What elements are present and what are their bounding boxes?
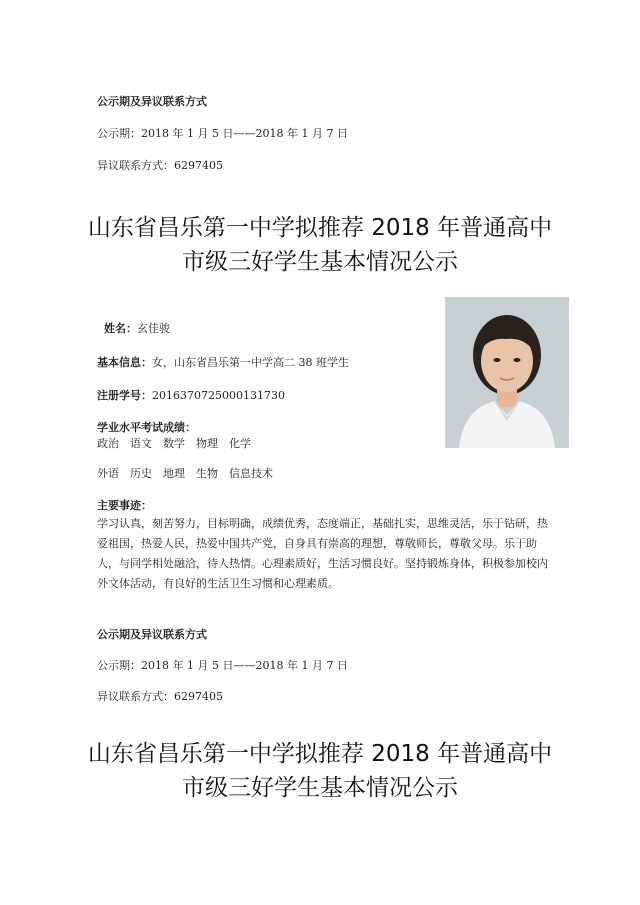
student-info-row [97, 354, 349, 370]
info-value: 女，山东省昌乐第一中学高二 38 班学生 [152, 356, 349, 369]
main-title-line2: 市级三好学生基本情况公示 [182, 249, 458, 275]
student-name-row [104, 320, 170, 336]
bottom-title-line1: 山东省昌乐第一中学拟推荐 2018 年普通高中 [87, 741, 553, 767]
reg-value: 20163707250001317​30 [152, 389, 285, 402]
top-publicity-period: 公示期：2018 年 1 月 5 日——2018 年 1 月 7 日 [97, 127, 348, 140]
top-objection-contact: 异议联系方式：6297405 [97, 159, 223, 172]
bottom-publicity-period: 公示期：2018 年 1 月 5 日——2018 年 1 月 7 日 [97, 659, 348, 672]
student-portrait-icon [445, 297, 569, 448]
student-photo [445, 297, 569, 448]
subjects-row-1: 政治 语文 数学 物理 化学 [97, 437, 251, 450]
bottom-title-line2: 市级三好学生基本情况公示 [182, 775, 458, 801]
bottom-objection-contact: 异议联系方式：6297405 [97, 690, 223, 703]
info-label: 基本信息： [97, 356, 152, 369]
deeds-paragraph: 学习认真，刻苦努力，目标明确，成绩优秀，态度端正，基础扎实，思维灵活，乐于钻研，热爱祖国，热爱人民，热爱中国共产党，自身具有崇高的理想，尊敬师长，尊敬父母。乐于助人，与同学相处融洽，待人热情。心理素质好，生活习惯良好。坚持锻炼身体，积极参加校内外文体活动，有良好的生活卫生习惯和心理素质。 [97, 517, 548, 590]
subjects-row-2: 外语 历史 地理 生物 信息技术 [97, 467, 273, 480]
name-value: 玄佳骏 [137, 322, 170, 335]
deeds-label: 主要事迹： [97, 499, 152, 512]
scores-label: 学业水平考试成绩： [97, 421, 196, 434]
bottom-contact-heading: 公示期及异议联系方式 [97, 628, 207, 641]
student-reg-row [97, 387, 285, 403]
main-title-line1: 山东省昌乐第一中学拟推荐 2018 年普通高中 [87, 215, 553, 241]
name-label: 姓名： [104, 322, 137, 335]
top-contact-heading: 公示期及异议联系方式 [97, 95, 207, 108]
reg-label: 注册学号： [97, 389, 152, 402]
